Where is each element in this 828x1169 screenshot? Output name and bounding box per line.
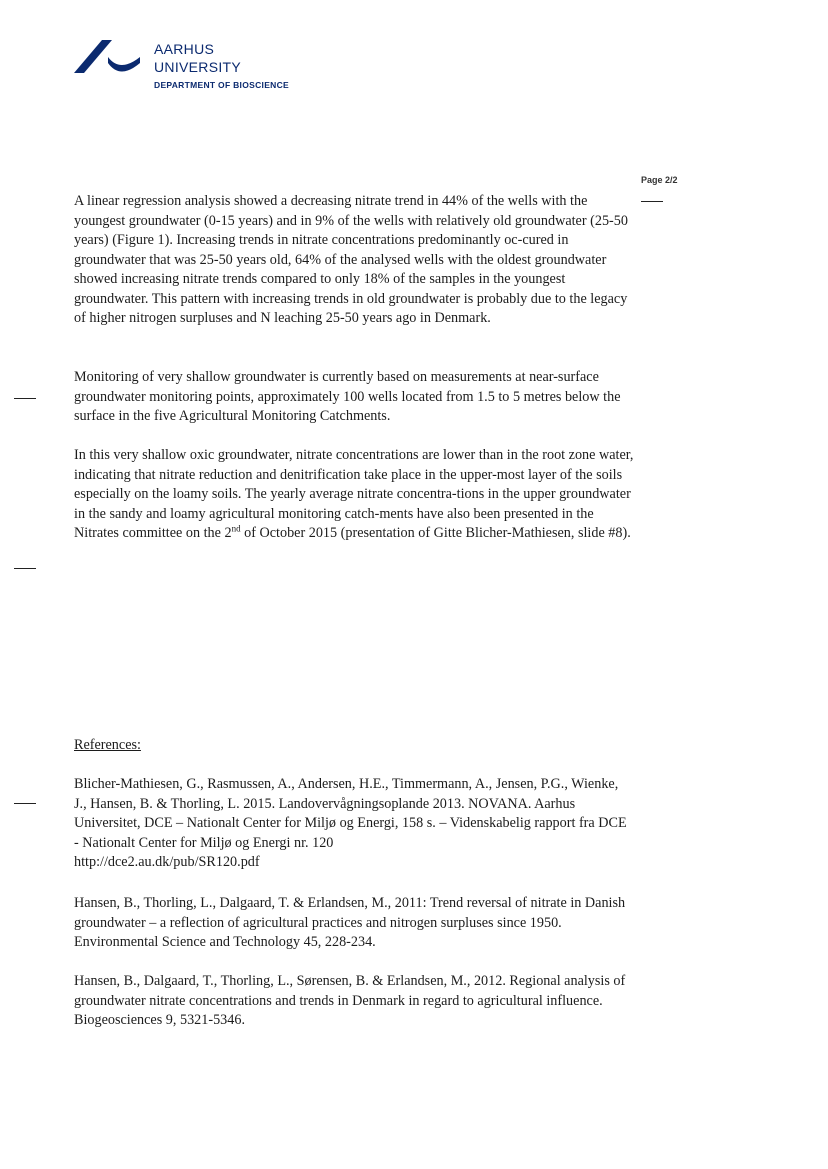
paragraph-1-text: A linear regression analysis showed a decreasing nitrate trend in 44% of the wells with the youngest groundwater (0-15 years) and in 9% of the wells with relatively old groundwater (25-50 years) (Figure 1). Increasing trends in nitrate concentrations predominantly oc-cured in groundwater that was 25-50 years old, 64% of the analysed wells with the oldest groundwater showed increasing nitrate trends compared to only 18% of the samples in the youngest groundwater. This pattern with increasing trends in old groundwater is probably due to the legacy of higher nitrogen surpluses and N leaching 25-50 years ago in Denmark. bbox=[74, 193, 628, 326]
au-logo-icon bbox=[74, 38, 144, 76]
paragraph-oxic-groundwater bbox=[74, 446, 634, 544]
department-name: DEPARTMENT OF BIOSCIENCE bbox=[154, 80, 290, 90]
paragraph-2-text: Monitoring of very shallow groundwater is currently based on measurements at near-surface groundwater monitoring points, approximately 100 wells located from 1.5 to 5 metres below the surface in the five Agricultural Monitoring Catchments. bbox=[74, 369, 621, 424]
margin-mark bbox=[14, 568, 36, 569]
references-heading: References: bbox=[74, 737, 141, 753]
paragraph-nitrate-trends bbox=[74, 192, 634, 329]
reference-text-2: Hansen, B., Thorling, L., Dalgaard, T. & Erlandsen, M., 2011: Trend reversal of nitrate in Danish groundwater – a reflection of agricultural practices and nitrogen surpluses since 1950. Environmental Science and Technology 45, 228-234. bbox=[74, 895, 626, 950]
reference-link[interactable]: http://dce2.au.dk/pub/SR120.pdf bbox=[74, 854, 260, 870]
reference-item-1 bbox=[74, 775, 634, 873]
paragraph-3-part-a: In this very shallow oxic groundwater, nitrate concentrations are lower than in the root zone water, indicating that nitrate reduction and denitrification take place in the upper-most layer of the soils especially on the loamy soils. The yearly average nitrate concentra-tions in the upper groundwater in the sandy and loamy agricultural monitoring catch-ments have also been presented in the Nitrates committee on the 2 bbox=[74, 447, 634, 541]
university-name-line2: UNIVERSITY bbox=[154, 59, 242, 75]
margin-mark bbox=[14, 398, 36, 399]
university-name-line1: AARHUS bbox=[154, 41, 215, 57]
margin-mark bbox=[641, 201, 663, 202]
reference-text-1: Blicher-Mathiesen, G., Rasmussen, A., Andersen, H.E., Timmermann, A., Jensen, P.G., Wienke, J., Hansen, B. & Thorling, L. 2015. Landovervågningsoplande 2013. NOVANA. Aarhus Universitet, DCE – Nationalt Center for Miljø og Energi, 158 s. – Videnskabelig rapport fra DCE - Nationalt Center for Miljø og Energi nr. 120 bbox=[74, 776, 627, 851]
reference-item-2 bbox=[74, 894, 634, 953]
paragraph-3-text bbox=[74, 446, 634, 544]
ordinal-superscript: nd bbox=[231, 523, 241, 534]
page-number: Page 2/2 bbox=[641, 175, 678, 185]
logo-text bbox=[154, 40, 289, 90]
paragraph-3-part-b: of October 2015 (presentation of Gitte Blicher-Mathiesen, slide #8). bbox=[240, 525, 631, 541]
reference-text-3: Hansen, B., Dalgaard, T., Thorling, L., Sørensen, B. & Erlandsen, M., 2012. Regional analysis of groundwater nitrate concentrations and trends in Denmark in regard to agricultural influence. Biogeosciences 9, 5321-5346. bbox=[74, 973, 626, 1028]
aarhus-university-logo bbox=[74, 38, 144, 81]
paragraph-shallow-monitoring bbox=[74, 368, 634, 427]
reference-item-3 bbox=[74, 972, 634, 1031]
margin-mark bbox=[14, 803, 36, 804]
